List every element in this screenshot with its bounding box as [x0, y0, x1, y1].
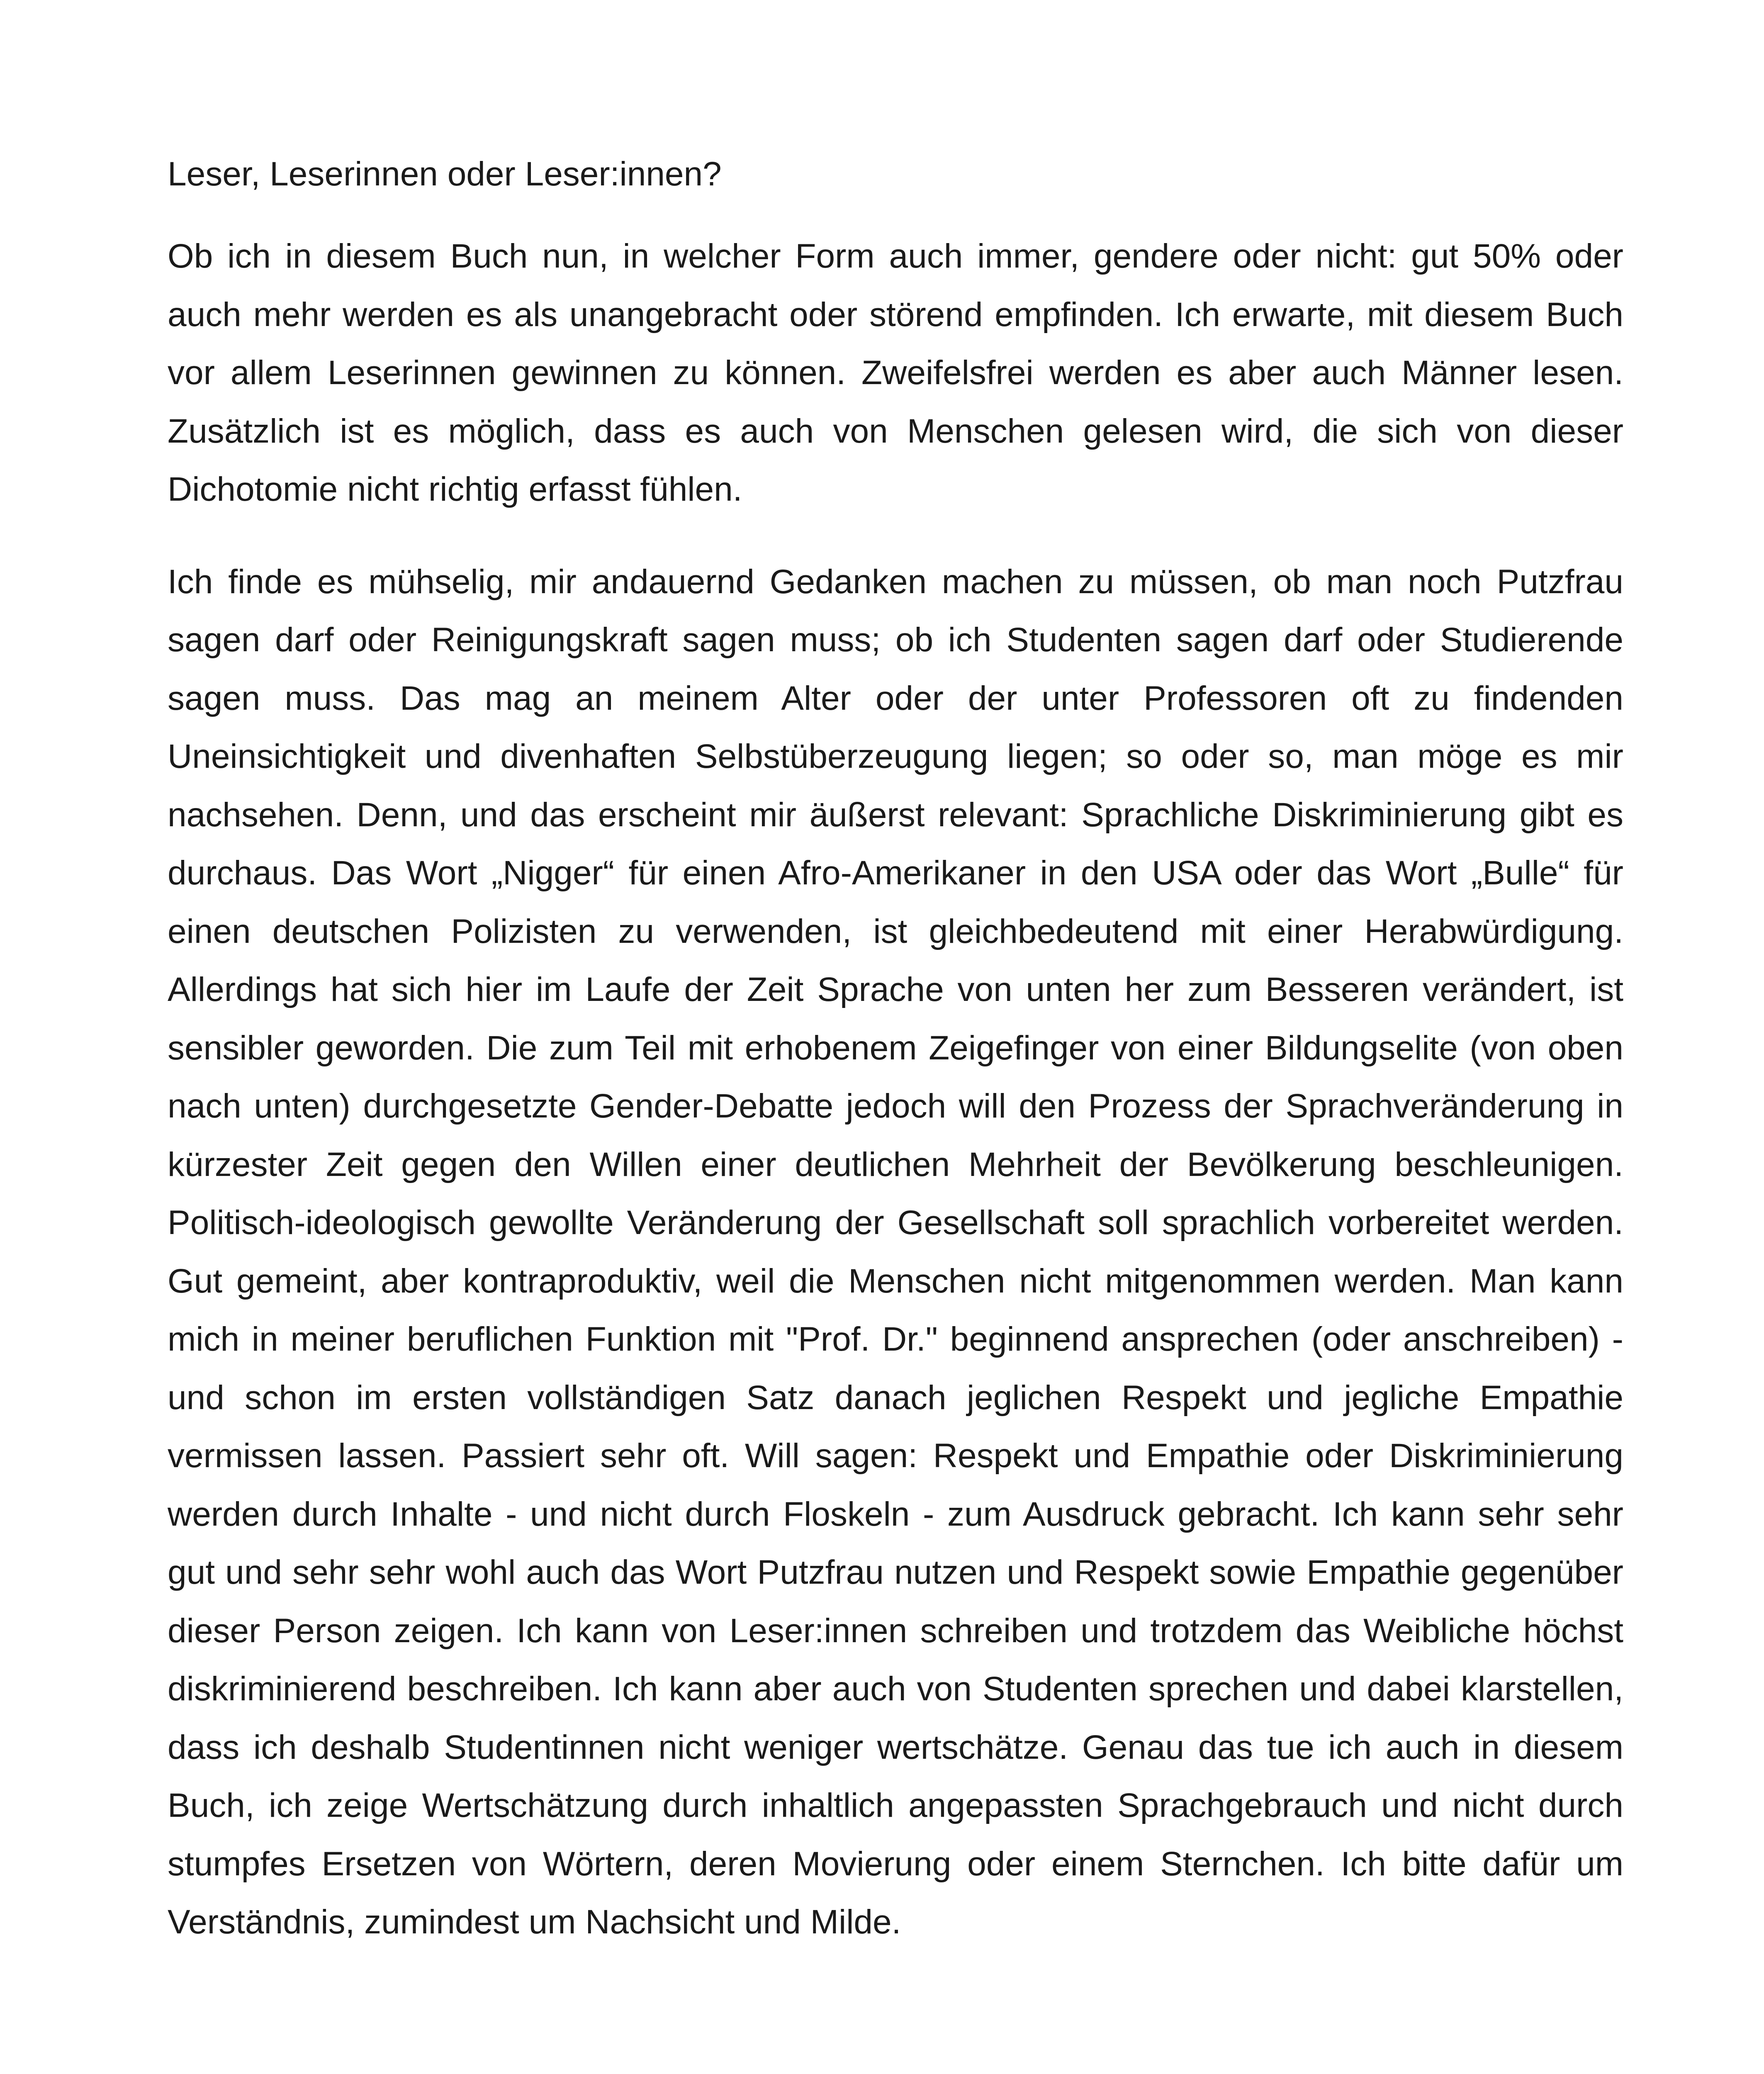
paragraph-2: Ich finde es mühselig, mir andauernd Gedanken machen zu müssen, ob man noch Putzfrau sagen darf oder Reinigungskraft sagen muss; ob ich Studenten sagen darf oder Studierende sagen muss. Das mag an meinem Alter oder der unter Professoren oft zu findenden Uneinsichtigkeit und divenhaften Selbstüberzeugung liegen; so oder so, man möge es mir nachsehen. Denn, und das erscheint mir äußerst relevant: Sprachliche Diskriminierung gibt es durchaus. Das Wort „Nigger“ für einen Afro-Amerikaner in den USA oder das Wort „Bulle“ für einen deutschen Polizisten zu verwenden, ist gleichbedeutend mit einer Herabwürdigung. Allerdings hat sich hier im Laufe der Zeit Sprache von unten her zum Besseren verändert, ist sensibler geworden. Die zum Teil mit erhobenem Zeigefinger von einer Bildungselite (von oben nach unten) durchgesetzte Gender-Debatte jedoch will den Prozess der Sprachveränderung in kürzester Zeit gegen den Willen einer deutlichen Mehrheit der Bevölkerung beschleunigen. Politisch-ideologisch gewollte Veränderung der Gesellschaft soll sprachlich vorbereitet werden. Gut gemeint, aber kontraproduktiv, weil die Menschen nicht mitgenommen werden. Man kann mich in meiner beruflichen Funktion mit "Prof. Dr." beginnend ansprechen (oder anschreiben) - und schon im ersten vollständigen Satz danach jeglichen Respekt und jegliche Empathie vermissen lassen. Passiert sehr oft. Will sagen: Respekt und Empathie oder Diskriminierung werden durch Inhalte - und nicht durch Floskeln - zum Ausdruck gebracht. Ich kann sehr sehr gut und sehr sehr wohl auch das Wort Putzfrau nutzen und Respekt sowie Empathie gegenüber dieser Person zeigen. Ich kann von Leser:innen schreiben und trotzdem das Weibliche höchst diskriminierend beschreiben. Ich kann aber auch von Studenten sprechen und dabei klarstellen, dass ich deshalb Studentinnen nicht weniger wertschätze. Genau das tue ich auch in diesem Buch, ich zeige Wertschätzung durch inhaltlich angepassten Sprachgebrauch und nicht durch stumpfes Ersetzen von Wörtern, deren Movierung oder einem Sternchen. Ich bitte dafür um Verständnis, zumindest um Nachsicht und Milde. [168, 562, 1623, 1941]
paragraph-1: Ob ich in diesem Buch nun, in welcher Form auch immer, gendere oder nicht: gut 50% oder auch mehr werden es als unangebracht oder störend empfinden. Ich erwarte, mit diesem Buch vor allem Leserinnen gewinnen zu können. Zweifelsfrei werden es aber auch Männer lesen. Zusätzlich ist es möglich, dass es auch von Menschen gelesen wird, die sich von dieser Dichotomie nicht richtig erfasst fühlen. [168, 237, 1623, 508]
section-heading: Leser, Leserinnen oder Leser:innen? [168, 155, 722, 193]
page-content [168, 145, 1623, 1952]
